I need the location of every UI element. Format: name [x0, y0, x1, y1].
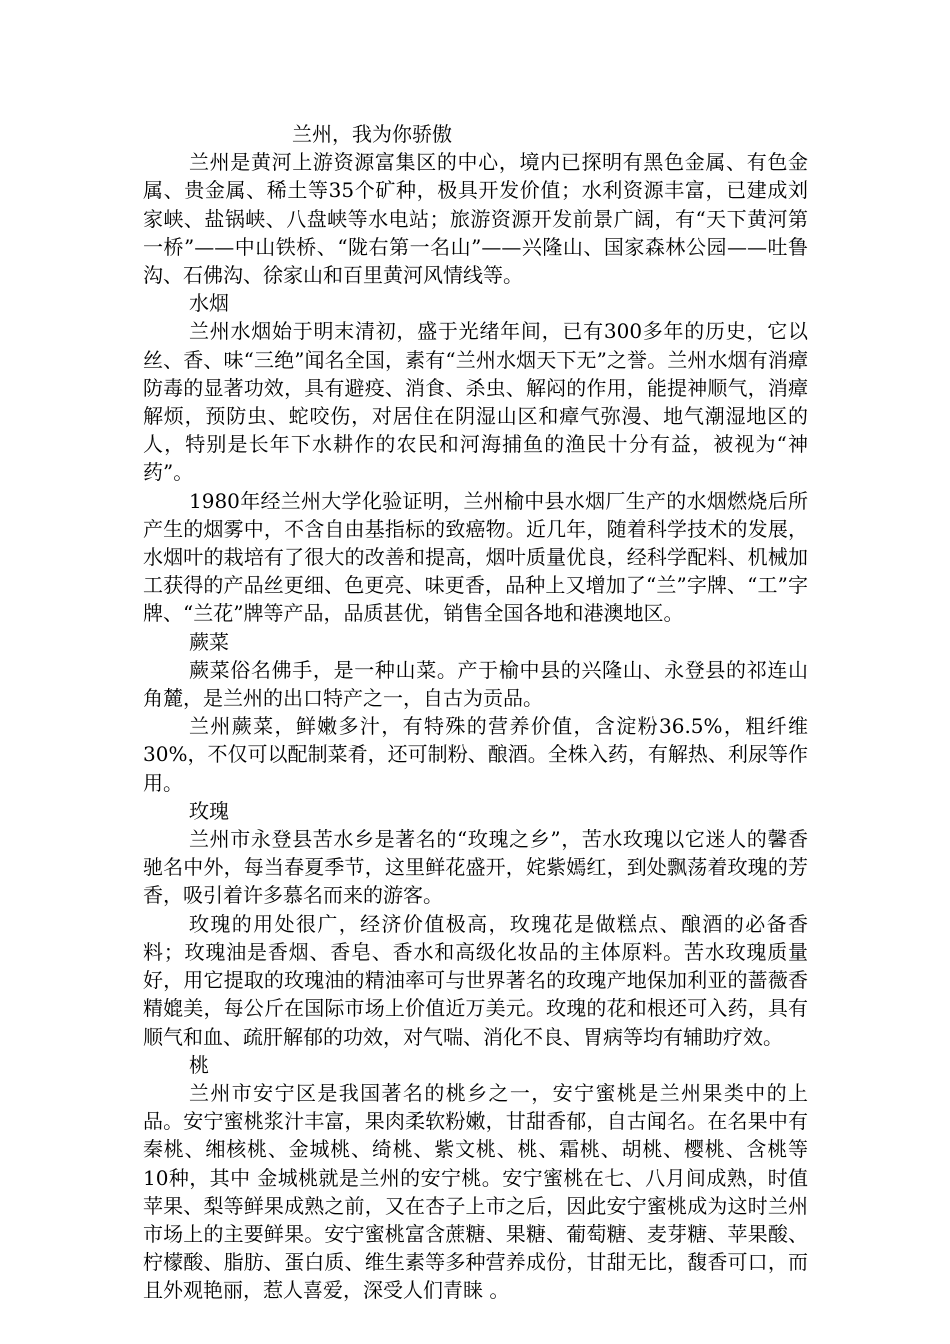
- section-paragraph: 兰州蕨菜，鲜嫩多汁，有特殊的营养价值，含淀粉36.5%，粗纤维30%，不仅可以配制菜肴，还可制粉、酿酒。全株入药，有解热、利尿等作用。: [143, 714, 808, 795]
- section-paragraph: 1980年经兰州大学化验证明，兰州榆中县水烟厂生产的水烟燃烧后所产生的烟雾中，不含自由基指标的致癌物。近几年，随着科学技术的发展，水烟叶的栽培有了很大的改善和提高，烟叶质量优良，经科学配料、机械加工获得的产品丝更细、色更亮、味更香，品种上又增加了“兰”字牌、“工”字牌、“兰花”牌等产品，品质甚优，销售全国各地和港澳地区。: [143, 488, 808, 626]
- document-title: 兰州，我为你骄傲: [292, 122, 452, 146]
- section-paragraph: 玫瑰的用处很广，经济价值极高，玫瑰花是做糕点、酿酒的必备香料；玫瑰油是香烟、香皂、香水和高级化妆品的主体原料。苦水玫瑰质量好，用它提取的玫瑰油的精油率可与世界著名的玫瑰产地保加利亚的蔷薇香精媲美，每公斤在国际市场上价值近万美元。玫瑰的花和根还可入药，具有顺气和血、疏肝解郁的功效，对气喘、消化不良、胃病等均有辅助疗效。: [143, 911, 808, 1049]
- section-heading-meigui: 玫瑰: [189, 798, 229, 823]
- intro-paragraph: 兰州是黄河上游资源富集区的中心，境内已探明有黑色金属、有色金属、贵金属、稀土等35个矿种，极具开发价值；水利资源丰富，已建成刘家峡、盐锅峡、八盘峡等水电站；旅游资源开发前景广阔，有“天下黄河第一桥”——中山铁桥、“陇右第一名山”——兴隆山、国家森林公园——吐鲁沟、石佛沟、徐家山和百里黄河风情线等。: [143, 150, 808, 288]
- section-heading-tao: 桃: [189, 1052, 209, 1077]
- section-paragraph: 兰州水烟始于明末清初，盛于光绪年间，已有300多年的历史，它以丝、香、味“三绝”闻名全国，素有“兰州水烟天下无”之誉。兰州水烟有消瘴防毒的显著功效，具有避疫、消食、杀虫、解闷的作用，能提神顺气，消瘴解烦，预防虫、蛇咬伤，对居住在阴湿山区和瘴气弥漫、地气潮湿地区的人，特别是长年下水耕作的农民和河海捕鱼的渔民十分有益，被视为“神药”。: [143, 319, 808, 485]
- section-paragraph: 兰州市永登县苦水乡是著名的“玫瑰之乡”，苦水玫瑰以它迷人的馨香驰名中外，每当春夏季节，这里鲜花盛开，姹紫嫣红，到处飘荡着玫瑰的芳香，吸引着许多慕名而来的游客。: [143, 827, 808, 908]
- document-page: [143, 120, 808, 1305]
- section-paragraph: 兰州市安宁区是我国著名的桃乡之一，安宁蜜桃是兰州果类中的上品。安宁蜜桃浆汁丰富，果肉柔软粉嫩，甘甜香郁，自古闻名。在名果中有秦桃、缃核桃、金城桃、绮桃、紫文桃、桃、霜桃、胡桃、樱桃、含桃等10种，其中 金城桃就是兰州的安宁桃。安宁蜜桃在七、八月间成熟，时值苹果、梨等鲜果成熟之前，又在杏子上市之后，因此安宁蜜桃成为这时兰州市场上的主要鲜果。安宁蜜桃富含蔗糖、果糖、葡萄糖、麦芽糖、苹果酸、柠檬酸、脂肪、蛋白质、维生素等多种营养成份，甘甜无比，馥香可口，而且外观艳丽，惹人喜爱，深受人们青睐 。: [143, 1080, 808, 1303]
- section-heading-shuiyan: 水烟: [189, 291, 229, 316]
- section-paragraph: 蕨菜俗名佛手，是一种山菜。产于榆中县的兴隆山、永登县的祁连山角麓，是兰州的出口特产之一，自古为贡品。: [143, 657, 808, 711]
- section-heading-jueca: 蕨菜: [189, 629, 229, 654]
